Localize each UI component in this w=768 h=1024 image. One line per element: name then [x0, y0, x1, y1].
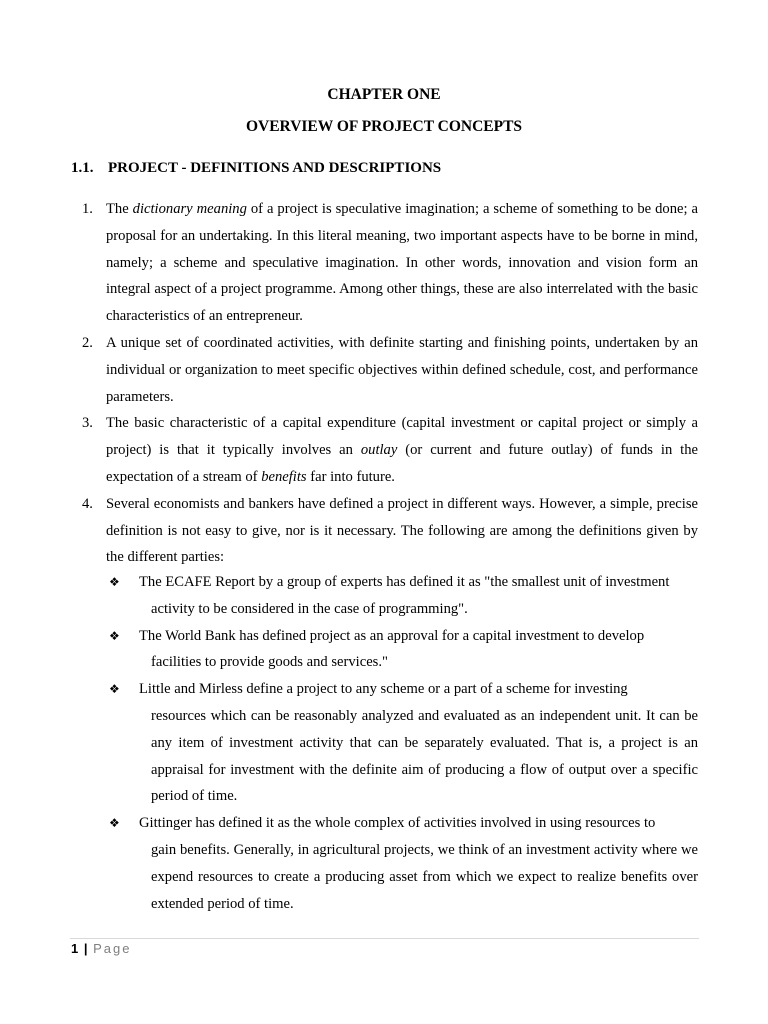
diamond-bullet-icon: ❖: [109, 816, 120, 831]
bullet-text-continued: activity to be considered in the case of programming".: [151, 600, 468, 617]
chapter-title: OVERVIEW OF PROJECT CONCEPTS: [245, 118, 523, 135]
list-item-number: 1.: [82, 201, 93, 217]
page-footer: [71, 941, 132, 956]
footer-divider: [70, 938, 699, 939]
bullet-text: Little and Mirless define a project to any scheme or a part of a scheme for investing: [139, 681, 628, 698]
section-heading: [71, 160, 441, 177]
list-item: [0, 330, 768, 410]
bullet-text-continued: resources which can be reasonably analyzed and evaluated as an independent unit. It can be any item of investment activity that can be separately evaluated. That is, a project is an appraisal for investment with the definite aim of producing a flow of output over a specific period of time.: [151, 707, 698, 805]
bullet-item: [0, 623, 768, 677]
diamond-bullet-icon: ❖: [109, 628, 120, 643]
diamond-bullet-icon: ❖: [109, 575, 120, 589]
chapter-label: CHAPTER ONE: [327, 86, 441, 103]
list-item: [0, 410, 768, 490]
diamond-bullet-icon: ❖: [109, 682, 120, 697]
list-item: [0, 491, 768, 571]
bullet-text-continued: gain benefits. Generally, in agricultural projects, we think of an investment activity where we expend resources to create a producing asset from which we expect to realize benefits over extended period of time.: [151, 841, 698, 912]
bullet-text: The World Bank has defined project as an approval for a capital investment to develop: [139, 627, 645, 644]
page-label: Page: [93, 941, 132, 956]
footer-separator: |: [83, 941, 88, 956]
section-title: PROJECT - DEFINITIONS AND DESCRIPTIONS: [108, 160, 442, 176]
bullet-text-continued: facilities to provide goods and services.": [151, 654, 388, 671]
bullet-item: [0, 810, 768, 917]
list-item-text: A unique set of coordinated activities, with definite starting and finishing points, undertaken by an individual or organization to meet specific objectives within defined schedule, cost, and performance parameters.: [106, 334, 698, 405]
bullet-text: Gittinger has defined it as the whole complex of activities involved in using resources to: [139, 815, 656, 832]
list-item-number: 3.: [82, 415, 93, 432]
definition-list: [0, 196, 768, 571]
page-number: 1: [71, 941, 79, 956]
bullet-text: The ECAFE Report by a group of experts has defined it as "the smallest unit of investment: [139, 574, 670, 590]
list-item-number: 2.: [82, 334, 93, 351]
definition-bullets: [0, 569, 768, 917]
list-item-text: The dictionary meaning of a project is speculative imagination; a scheme of something to be done; a proposal for an undertaking. In this literal meaning, two important aspects have to be borne in mind, namely; a scheme and speculative imagination. In other words, innovation and vision form an integral aspect of a project programme. Among other things, these are also interrelated with the basic characteristics of an entrepreneur.: [106, 201, 698, 325]
list-item: [0, 196, 768, 330]
section-number: 1.1.: [71, 160, 94, 176]
bullet-item: [0, 569, 768, 623]
list-item-text: The basic characteristic of a capital expenditure (capital investment or capital project or simply a project) is that it typically involves an outlay (or current and future outlay) of funds in the expectation of a stream of benefits far into future.: [106, 415, 699, 485]
list-item-number: 4.: [82, 495, 93, 512]
bullet-item: [0, 676, 768, 810]
list-item-text: Several economists and bankers have defined a project in different ways. However, a simple, precise definition is not easy to give, nor is it necessary. The following are among the definitions given by the different parties:: [106, 495, 698, 566]
